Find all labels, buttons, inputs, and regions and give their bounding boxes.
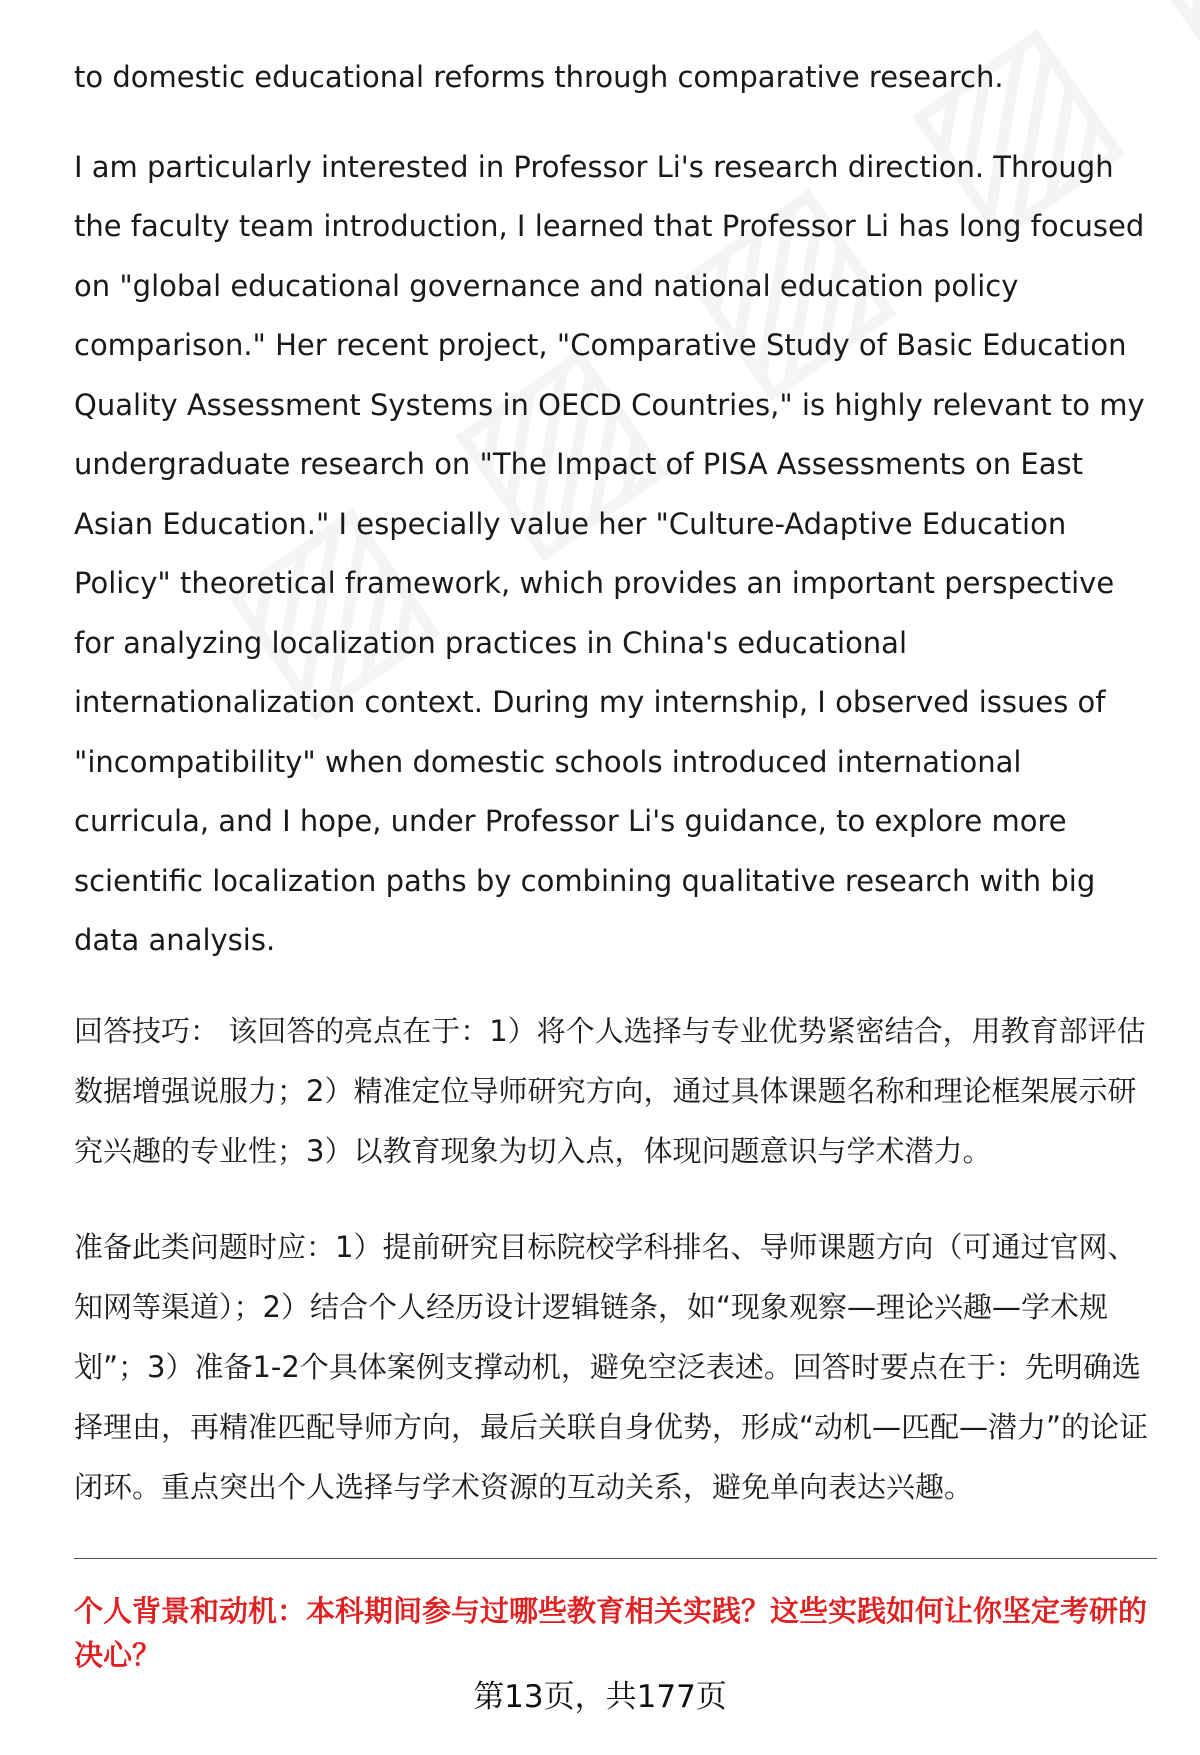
paragraph-continuation: to domestic educational reforms through comparative research. (74, 60, 1004, 94)
page-number: 第13页，共177页 (473, 1679, 727, 1715)
section-divider (74, 1558, 1157, 1559)
page-body (74, 48, 1159, 1553)
next-question-heading: 个人背景和动机：本科期间参与过哪些教育相关实践？这些实践如何让你坚定考研的决心？ (74, 1594, 1148, 1672)
paragraph-preparation-advice: 准备此类问题时应：1）提前研究目标院校学科排名、导师课题方向（可通过官网、知网等渠道）；2）结合个人经历设计逻辑链条，如“现象观察—理论兴趣—学术规划”；3）准备1-2个具体案例支撑动机，避免空泛表述。回答时要点在于：先明确选择理由，再精准匹配导师方向，最后关联自身优势，形成“动机—匹配—潜力”的论证闭环。重点突出个人选择与学术资源的互动关系，避免单向表达兴趣。 (74, 1229, 1149, 1504)
paragraph-answer-tips: 回答技巧： 该回答的亮点在于：1）将个人选择与专业优势紧密结合，用教育部评估数据增强说服力；2）精准定位导师研究方向，通过具体课题名称和理论框架展示研究兴趣的专业性；3）以教育现象为切入点，体现问题意识与学术潜力。 (74, 1013, 1146, 1168)
paragraph-professor-interest: I am particularly interested in Professor Li's research direction. Through the faculty team introduction, I learned that Professor Li has long focused on "global educational governance and national education policy comparison." Her recent project, "Comparative Study of Basic Education Quality Assessment Systems in OECD Countries," is highly relevant to my undergraduate research on "The Impact of PISA Assessments on East Asian Education." I especially value her "Culture-Adaptive Education Policy" theoretical framework, which provides an important perspective for analyzing localization practices in China's educational internationalization context. During my internship, I observed issues of "incompatibility" when domestic schools introduced international curricula, and I hope, under Professor Li's guidance, to explore more scientific localization paths by combining qualitative research with big data analysis. (74, 149, 1145, 957)
